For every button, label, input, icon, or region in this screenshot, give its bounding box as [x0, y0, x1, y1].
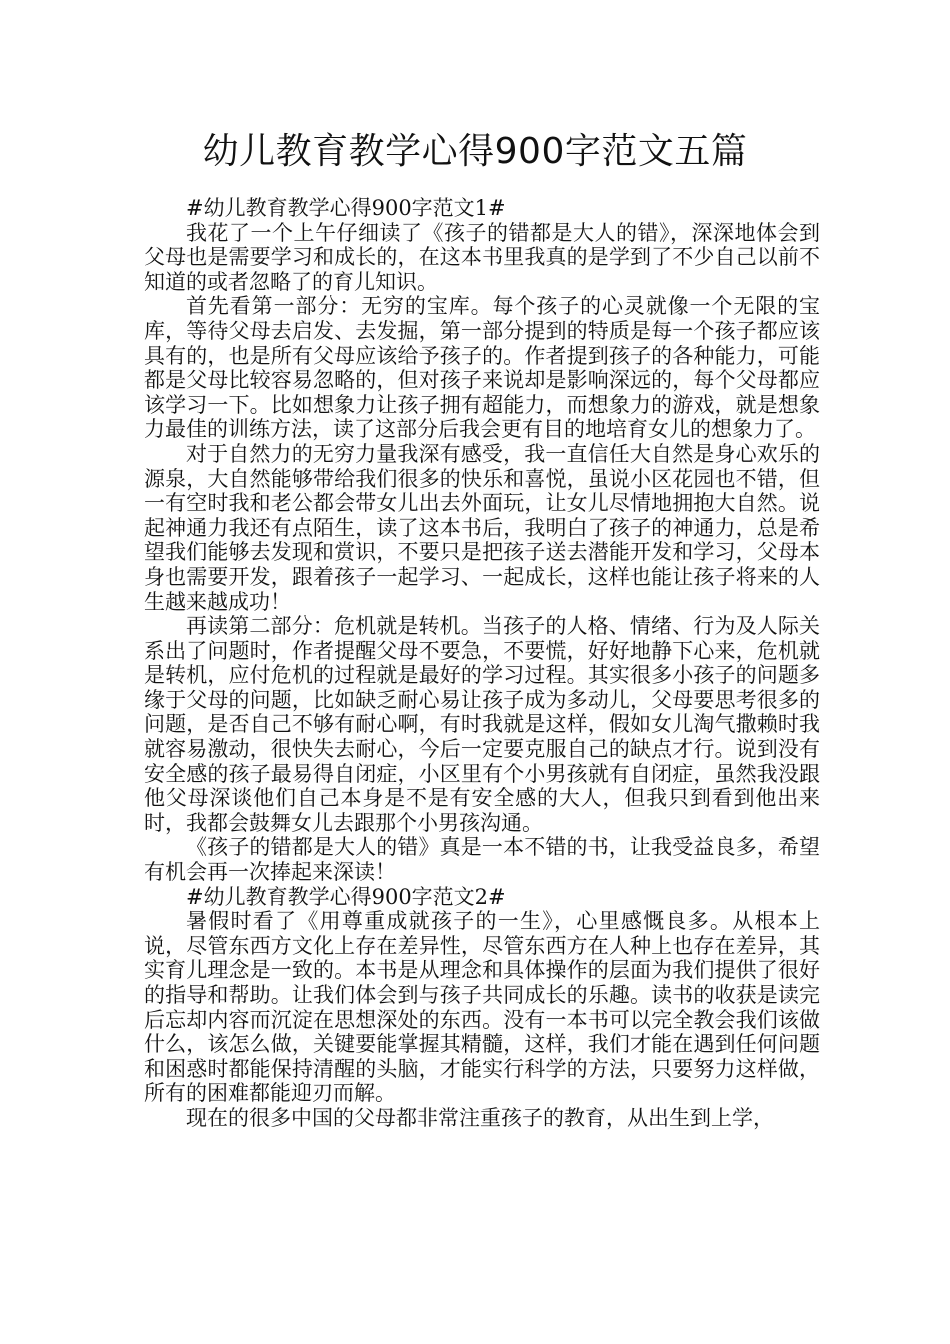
section-heading-1: #幼儿教育教学心得900字范文1#: [186, 196, 506, 220]
paragraph: 暑假时看了《用尊重成就孩子的一生》，心里感慨良多。从根本上说，尽管东西方文化上存在差异性，尽管东西方在人种上也存在差异，其实育儿理念是一致的。本书是从理念和具体操作的层面为我们提供了很好的指导和帮助。让我们体会到与孩子共同成长的乐趣。读书的收获是读完后忘却内容而沉淀在思想深处的东西。没有一本书可以完全教会我们该做什么，该怎么做，关键要能掌握其精髓，这样，我们才能在遇到任何问题和困惑时都能保持清醒的头脑，才能实行科学的方法，只要努力这样做，所有的困难都能迎刃而解。: [144, 909, 820, 1106]
document-title: 幼儿教育教学心得900字范文五篇: [202, 131, 748, 172]
paragraph: 对于自然力的无穷力量我深有感受，我一直信任大自然是身心欢乐的源泉，大自然能够带给我们很多的快乐和喜悦，虽说小区花园也不错，但一有空时我和老公都会带女儿出去外面玩，让女儿尽情地拥抱大自然。说起神通力我还有点陌生，读了这本书后，我明白了孩子的神通力，总是希望我们能够去发现和赏识，不要只是把孩子送去潜能开发和学习，父母本身也需要开发，跟着孩子一起学习、一起成长，这样也能让孩子将来的人生越来越成功！: [144, 441, 820, 614]
paragraph: 现在的很多中国的父母都非常注重孩子的教育，从出生到上学，: [186, 1105, 774, 1130]
paragraph: 我花了一个上午仔细读了《孩子的错都是大人的错》，深深地体会到父母也是需要学习和成长的，在这本书里我真的是学到了不少自己以前不知道的或者忽略了的育儿知识。: [144, 220, 820, 294]
paragraph: 首先看第一部分：无穷的宝库。每个孩子的心灵就像一个无限的宝库，等待父母去启发、去发掘，第一部分提到的特质是每一个孩子都应该具有的，也是所有父母应该给予孩子的。作者提到孩子的各种能力，可能都是父母比较容易忽略的，但对孩子来说却是影响深远的，每个父母都应该学习一下。比如想象力让孩子拥有超能力，而想象力的游戏，就是想象力最佳的训练方法，读了这部分后我会更有目的地培育女儿的想象力了。: [144, 294, 820, 442]
paragraph: 《孩子的错都是大人的错》真是一本不错的书，让我受益良多，希望有机会再一次捧起来深读！: [144, 835, 820, 885]
paragraph: 再读第二部分：危机就是转机。当孩子的人格、情绪、行为及人际关系出了问题时，作者提醒父母不要急，不要慌，好好地静下心来，危机就是转机，应付危机的过程就是最好的学习过程。其实很多小孩子的问题多缘于父母的问题，比如缺乏耐心易让孩子成为多动儿，父母要思考很多的问题，是否自己不够有耐心啊，有时我就是这样，假如女儿淘气撒赖时我就容易激动，很快失去耐心，今后一定要克服自己的缺点才行。说到没有安全感的孩子最易得自闭症，小区里有个小男孩就有自闭症，虽然我没跟他父母深谈他们自己本身是不是有安全感的大人，但我只到看到他出来时，我都会鼓舞女儿去跟那个小男孩沟通。: [144, 614, 820, 835]
section-heading-2: #幼儿教育教学心得900字范文2#: [186, 884, 506, 909]
document-body: [144, 196, 820, 1131]
